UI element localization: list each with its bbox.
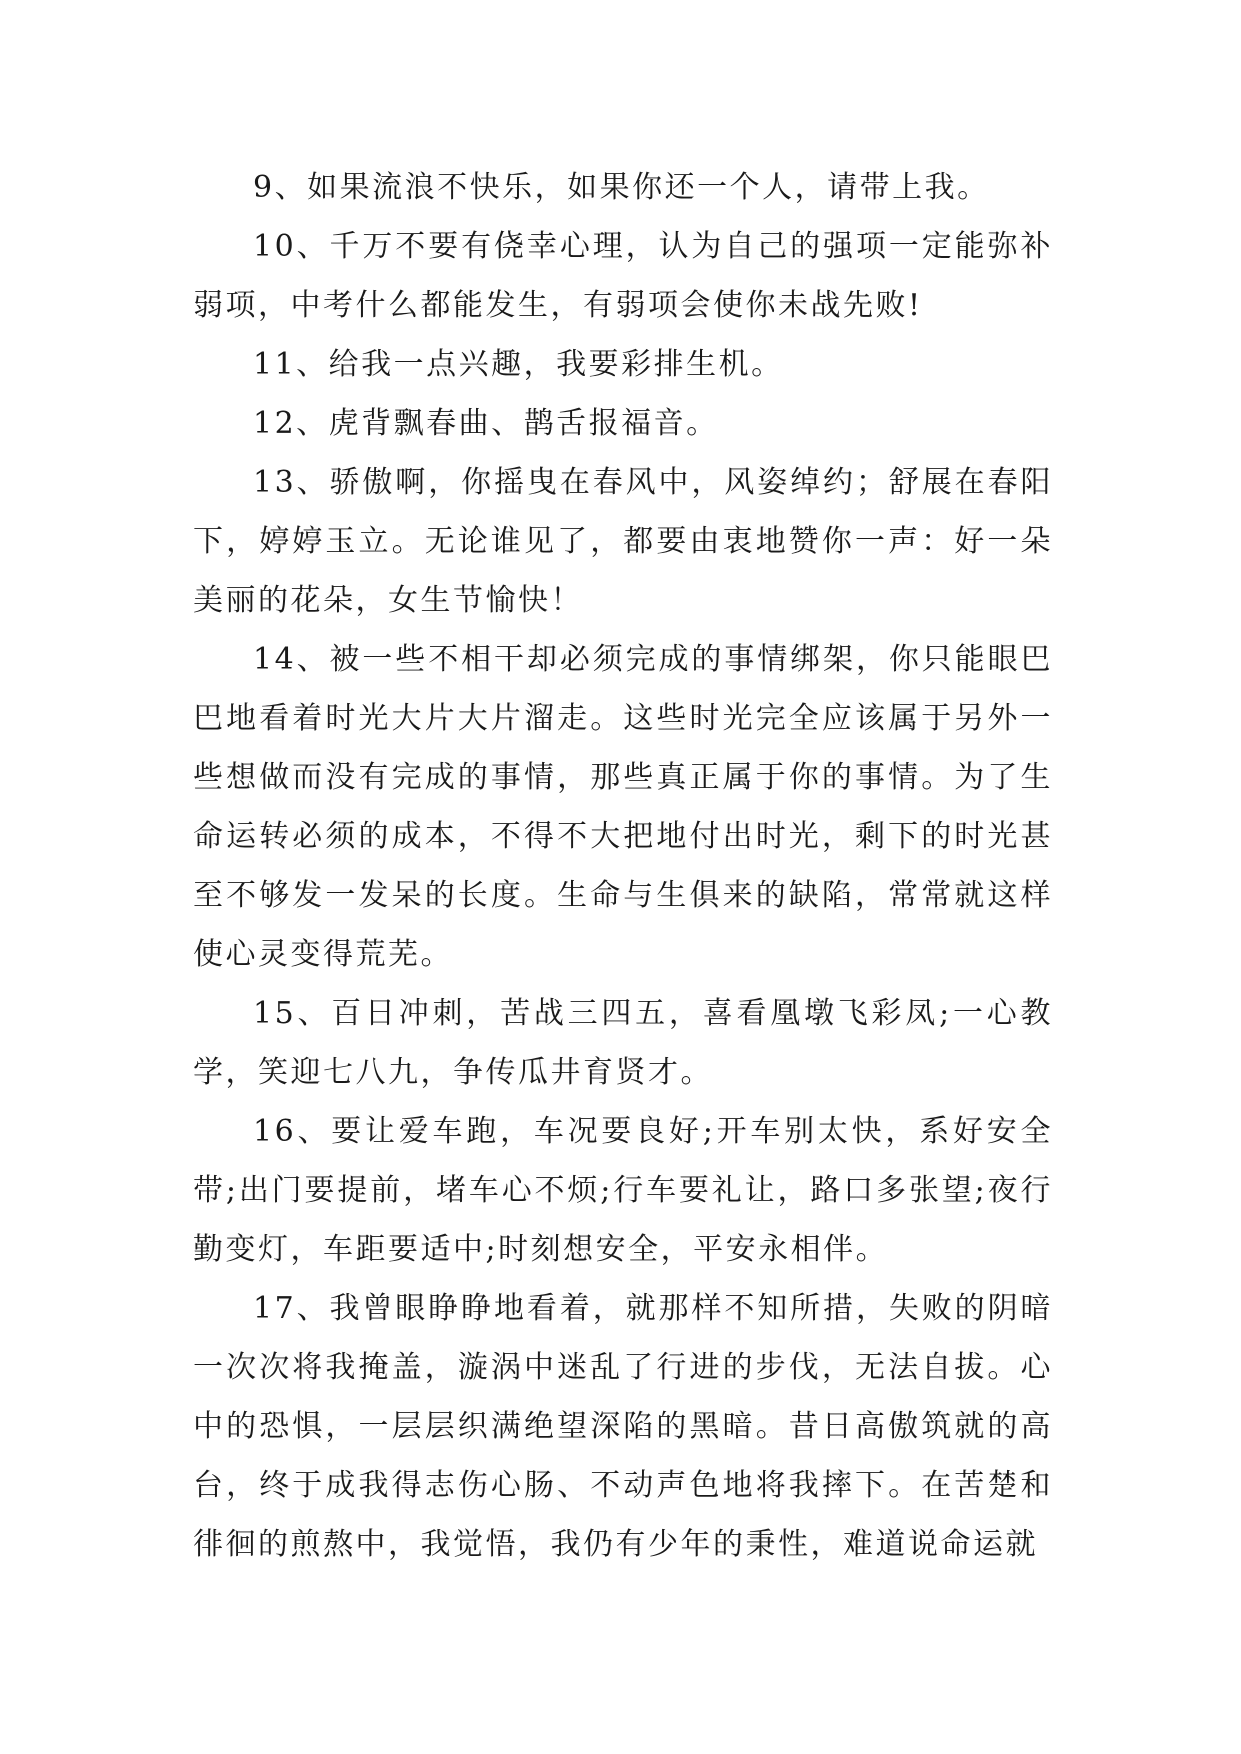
paragraph-16: 16、要让爱车跑，车况要良好;开车别太快，系好安全带;出门要提前，堵车心不烦;行车要礼让，路口多张望;夜行勤变灯，车距要适中;时刻想安全，平安永相伴。 xyxy=(193,1114,1053,1267)
paragraph-10: 10、千万不要有侥幸心理，认为自己的强项一定能弥补弱项，中考什么都能发生，有弱项会使你未战先败! xyxy=(193,229,1053,323)
paragraph-17: 17、我曾眼睁睁地看着，就那样不知所措，失败的阴暗一次次将我掩盖，漩涡中迷乱了行进的步伐，无法自拔。心中的恐惧，一层层织满绝望深陷的黑暗。昔日高傲筑就的高台，终于成我得志伤心肠、不动声色地将我摔下。在苦楚和徘徊的煎熬中，我觉悟，我仍有少年的秉性，难道说命运就 xyxy=(193,1291,1053,1562)
document-body xyxy=(193,158,1053,1574)
paragraph-13: 13、骄傲啊，你摇曳在春风中，风姿绰约；舒展在春阳下，婷婷玉立。无论谁见了，都要由衷地赞你一声：好一朵美丽的花朵，女生节愉快！ xyxy=(193,465,1053,618)
paragraph-14: 14、被一些不相干却必须完成的事情绑架，你只能眼巴巴地看着时光大片大片溜走。这些时光完全应该属于另外一些想做而没有完成的事情，那些真正属于你的事情。为了生命运转必须的成本，不得不大把地付出时光，剩下的时光甚至不够发一发呆的长度。生命与生俱来的缺陷，常常就这样使心灵变得荒芜。 xyxy=(193,642,1053,972)
paragraph-11: 11、给我一点兴趣，我要彩排生机。 xyxy=(253,347,784,382)
paragraph-12: 12、虎背飘春曲、鹊舌报福音。 xyxy=(253,406,719,441)
paragraph-15: 15、百日冲刺，苦战三四五，喜看凰墩飞彩凤;一心教学，笑迎七八九，争传瓜井育贤才。 xyxy=(193,996,1053,1090)
paragraph-9: 9、如果流浪不快乐，如果你还一个人，请带上我。 xyxy=(253,170,990,205)
